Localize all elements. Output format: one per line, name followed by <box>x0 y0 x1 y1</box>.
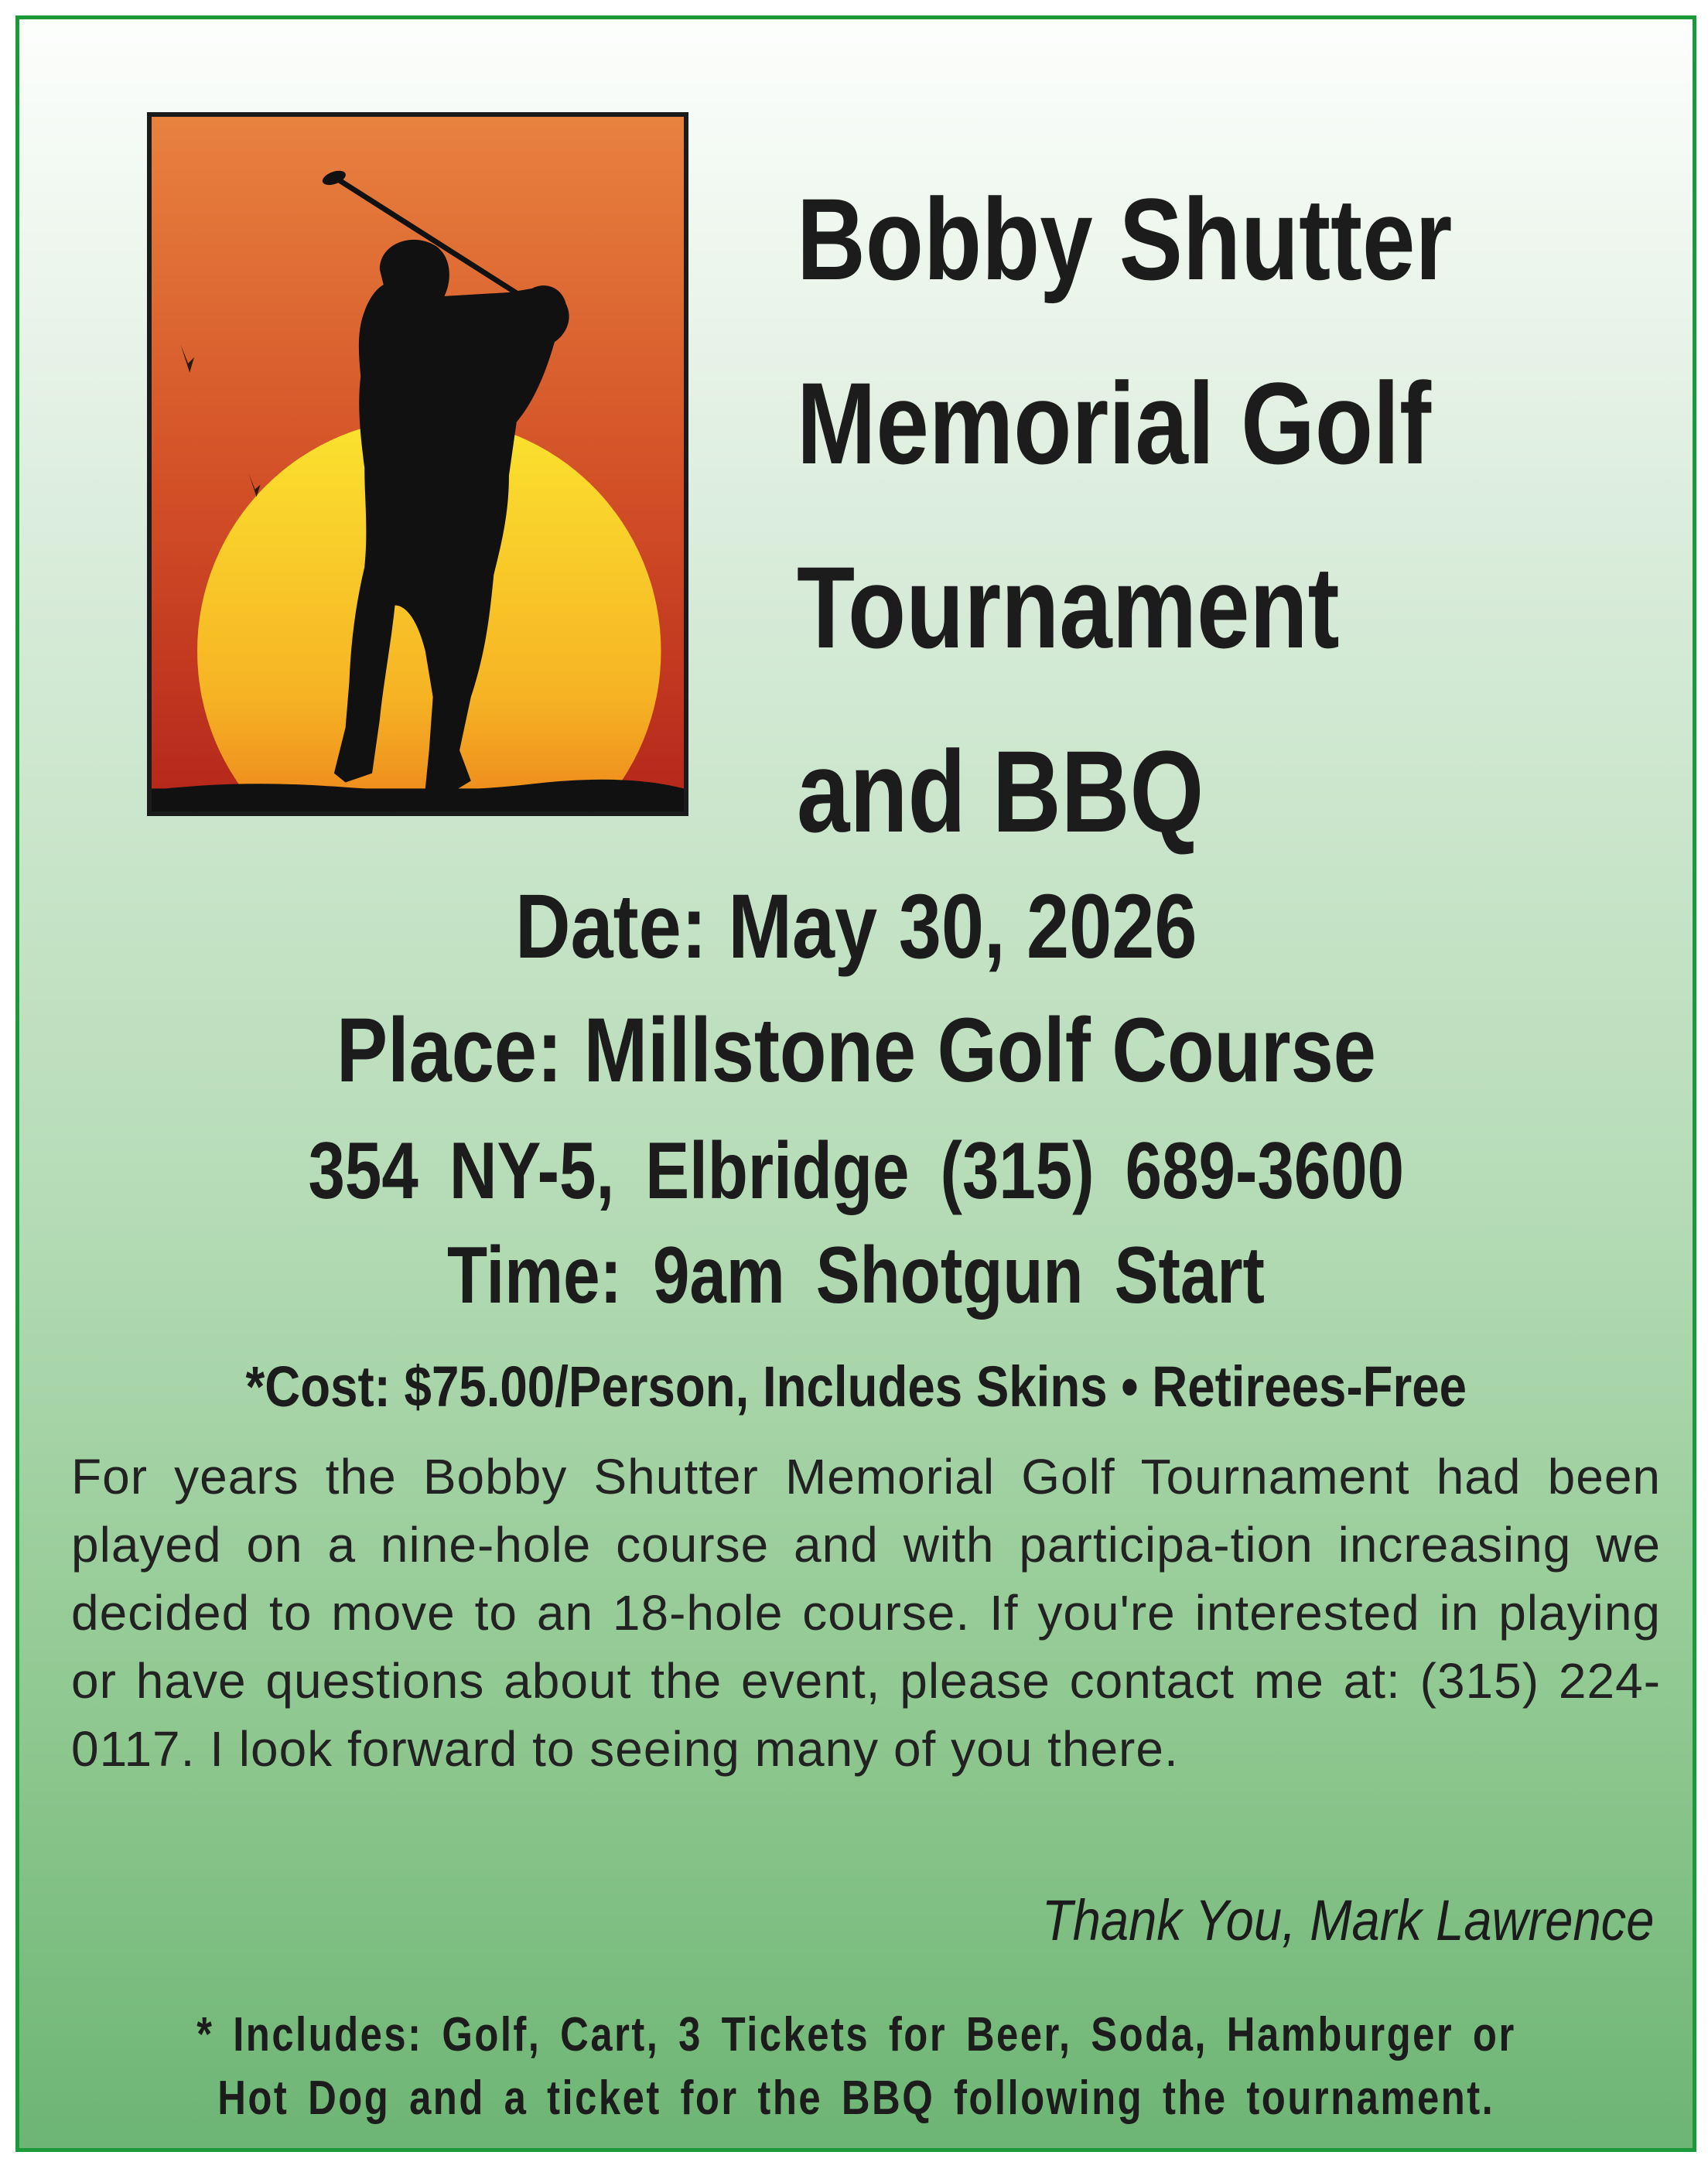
footnote-line-2-text: Hot Dog and a ticket for the BBQ following the tournament. <box>217 2071 1494 2125</box>
event-date-text: Date: May 30, 2026 <box>514 876 1197 978</box>
footnote-line-1 <box>19 2003 1693 2067</box>
title-line-2: Memorial Golf <box>797 358 1432 488</box>
footnote <box>19 2003 1693 2130</box>
flyer <box>15 15 1696 2152</box>
footnote-line-2 <box>19 2067 1693 2130</box>
event-title <box>797 147 1648 883</box>
title-line-4: and BBQ <box>797 726 1204 856</box>
golfer-logo-icon <box>147 112 688 816</box>
event-place <box>19 998 1693 1103</box>
event-address-text: 354 NY-5, Elbridge (315) 689-3600 <box>308 1126 1404 1216</box>
event-cost-text: *Cost: $75.00/Person, Includes Skins • Retirees-Free <box>245 1354 1467 1419</box>
event-date <box>19 874 1693 979</box>
event-address <box>19 1125 1693 1218</box>
title-line-3: Tournament <box>797 542 1340 672</box>
event-time <box>19 1230 1693 1322</box>
signature: Thank You, Mark Lawrence <box>1041 1888 1654 1952</box>
body-paragraph: For years the Bobby Shutter Memorial Golf Tournament had been played on a nine-hole course and with participa-tion increasing we decided to move to an 18-hole course. If you're interested in playing or have questions about the event, please contact me at: (315) 224-0117. I look forward to seeing many of you there. <box>71 1449 1661 1777</box>
footnote-line-1-text: * Includes: Golf, Cart, 3 Tickets for Beer, Soda, Hamburger or <box>196 2008 1516 2061</box>
event-cost <box>19 1354 1693 1419</box>
event-time-text: Time: 9am Shotgun Start <box>447 1231 1265 1320</box>
event-place-text: Place: Millstone Golf Course <box>336 999 1376 1101</box>
golfer-silhouette-sunset-icon <box>152 117 684 811</box>
title-line-1: Bobby Shutter <box>797 174 1453 304</box>
